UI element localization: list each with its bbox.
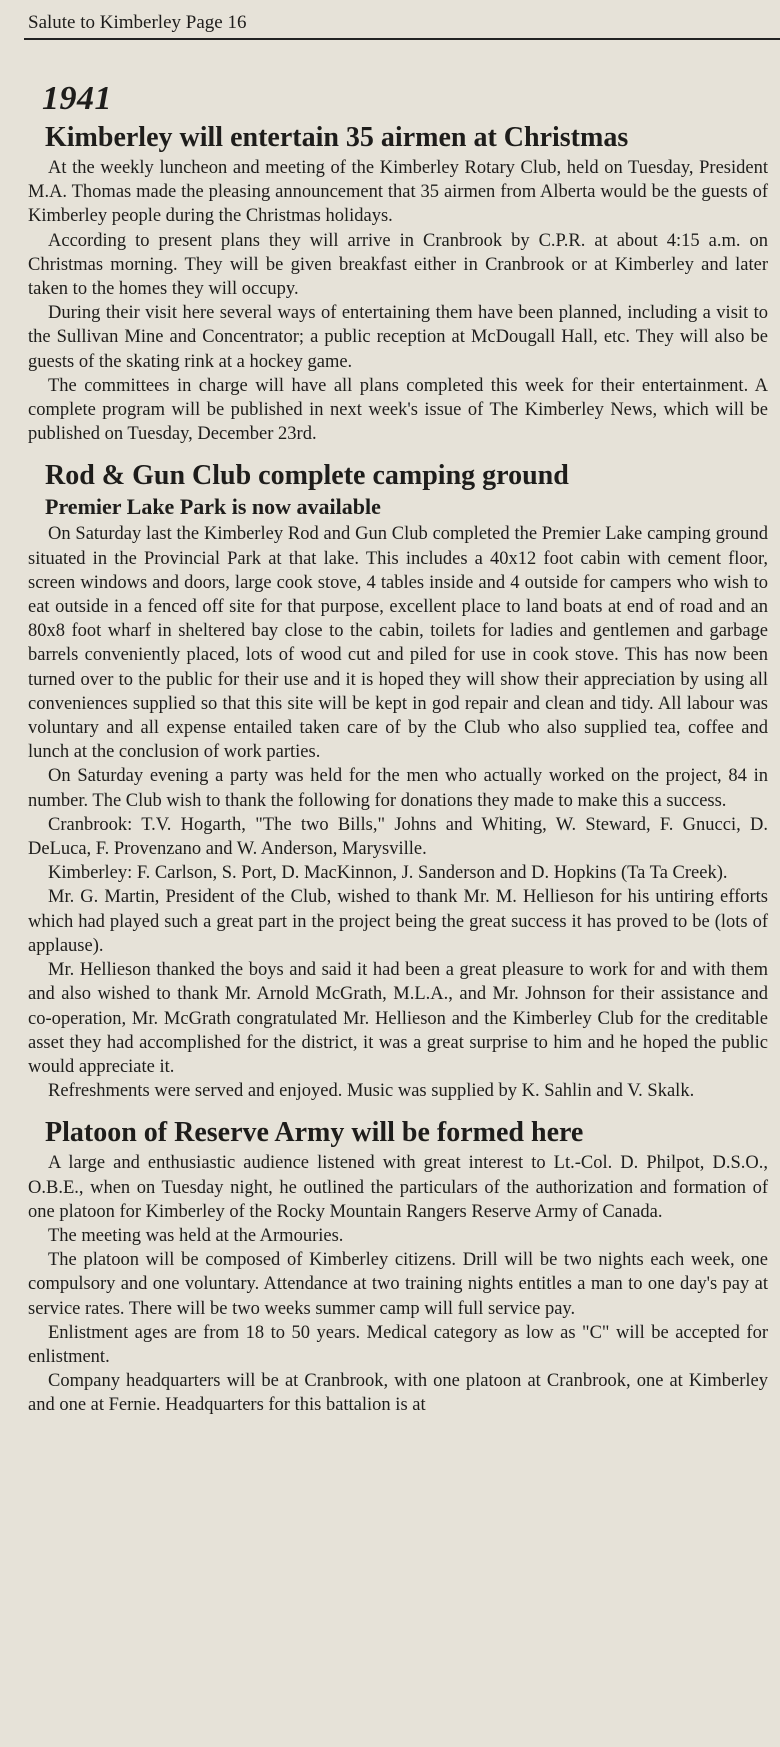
running-head: Salute to Kimberley Page 16 [28, 12, 247, 33]
paragraph: Mr. Hellieson thanked the boys and said it had been a great pleasure to work for and with them and also wished to thank Mr. Arnold McGrath, M.L.A., and Mr. Johnson for their assistance and co-operation, Mr. McGrath congratulated Mr. Hellieson and the Kimberley Club for the creditable asset they had accomplished for the district, it was a great surprise to him and he hoped the public would appreciate it. [28, 960, 768, 1077]
paragraph: At the weekly luncheon and meeting of the Kimberley Rotary Club, held on Tuesday, President M.A. Thomas made the pleasing announcement that 35 airmen from Alberta would be the guests of Kimberley people during the Christmas holidays. [28, 158, 768, 227]
paragraph: During their visit here several ways of entertaining them have been planned, including a visit to the Sullivan Mine and Concentrator; a public reception at McDougall Hall, etc. They will also be guests of the skating rink at a hockey game. [28, 303, 768, 372]
year-heading: 1941 [42, 80, 112, 117]
article-airmen [28, 122, 768, 446]
paragraph: The meeting was held at the Armouries. [48, 1225, 344, 1246]
paragraph: Kimberley: F. Carlson, S. Port, D. MacKinnon, J. Sanderson and D. Hopkins (Ta Ta Creek). [48, 863, 728, 884]
paragraph: Mr. G. Martin, President of the Club, wished to thank Mr. M. Hellieson for his untiring efforts which had played such a great part in the project being the great success it has proved to be (lots of applause). [28, 887, 768, 956]
subhead-premier-lake: Premier Lake Park is now available [45, 494, 381, 520]
paragraph: Company headquarters will be at Cranbrook, with one platoon at Cranbrook, one at Kimberley and one at Fernie. Headquarters for this battalion is at [28, 1371, 768, 1416]
paragraph: According to present plans they will arrive in Cranbrook by C.P.R. at about 4:15 a.m. on Christmas morning. They will be given breakfast either in Cranbrook or at Kimberley and later taken to the homes they will occupy. [28, 230, 768, 300]
paragraph: On Saturday last the Kimberley Rod and Gun Club completed the Premier Lake camping ground situated in the Provincial Park at that lake. This includes a 40x12 foot cabin with cement floor, screen windows and doors, large cook stove, 4 tables inside and 4 outside for campers who wish to eat outside in a fenced off site for that purpose, excellent place to land boats at end of road and an 80x8 foot wharf in sheltered bay close to the cabin, toilets for ladies and gentlemen and garbage barrels conveniently placed, lots of wood cut and piled for use in cook stove. This has now been turned over to the public for their use and it is hoped they will show their appreciation by using all conveniences supplied so that this site will be kept in god repair and clean and tidy. All labour was voluntary and all expense entailed taken care of by the Club who also supplied tea, coffee and lunch at the conclusion of work parties. [28, 524, 768, 763]
paragraph: The committees in charge will have all plans completed this week for their entertainment. A complete program will be published in next week's issue of The Kimberley News, which will be published on Tuesday, December 23rd. [28, 375, 768, 445]
headline-airmen: Kimberley will entertain 35 airmen at Christmas [45, 122, 629, 153]
paragraph: Refreshments were served and enjoyed. Music was supplied by K. Sahlin and V. Skalk. [48, 1081, 695, 1102]
paragraph: Enlistment ages are from 18 to 50 years. Medical category as low as "C" will be accepted for enlistment. [28, 1322, 768, 1367]
headline-reserve-army: Platoon of Reserve Army will be formed here [45, 1117, 584, 1149]
paragraph: On Saturday evening a party was held for the men who actually worked on the project, 84 in number. The Club wish to thank the following for donations they made to make this a success. [28, 766, 768, 811]
article-reserve-army [28, 1117, 768, 1417]
paragraph: A large and enthusiastic audience listened with great interest to Lt.-Col. D. Philpot, D.S.O., O.B.E., when on Tuesday night, he outlined the particulars of the authorization and formation of one platoon for Kimberley of the Rocky Mountain Rangers Reserve Army of Canada. [28, 1153, 768, 1222]
header-rule [24, 38, 780, 40]
paragraph: The platoon will be composed of Kimberley citizens. Drill will be two nights each week, one compulsory and one voluntary. Attendance at two training nights entitles a man to one day's pay at service rates. There will be two weeks summer camp will full service pay. [28, 1250, 768, 1319]
article-rod-gun-club [28, 460, 768, 1103]
paragraph: Cranbrook: T.V. Hogarth, "The two Bills," Johns and Whiting, W. Steward, F. Gnucci, D. DeLuca, F. Provenzano and W. Anderson, Marysville. [28, 814, 768, 860]
headline-rod-gun-club: Rod & Gun Club complete camping ground [45, 460, 569, 492]
